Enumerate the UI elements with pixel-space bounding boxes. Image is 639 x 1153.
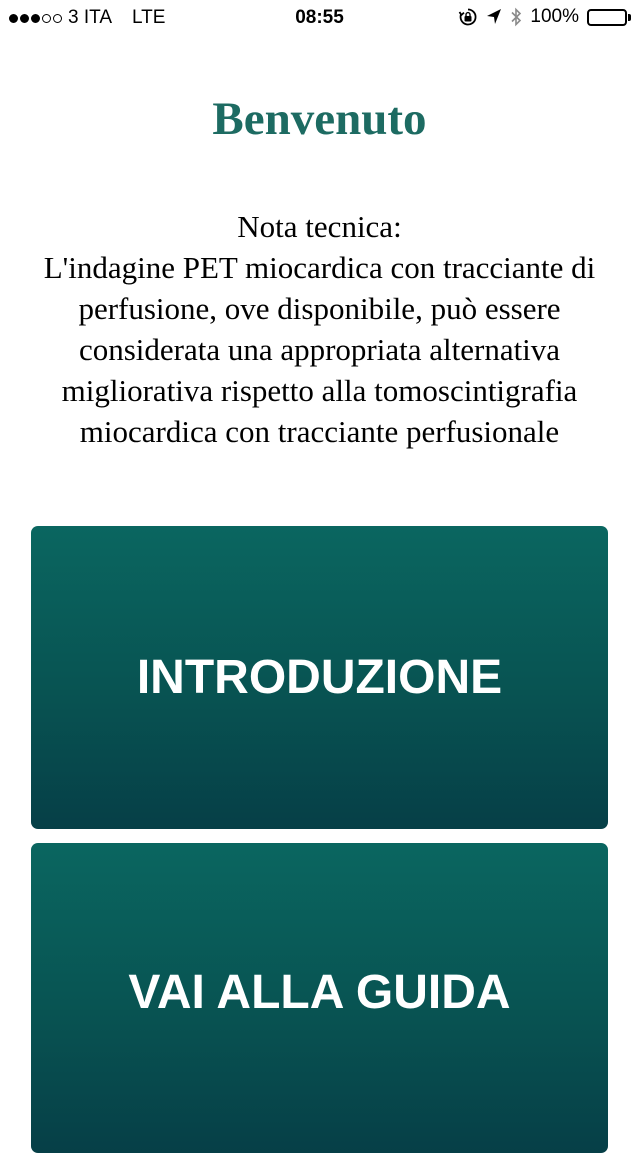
battery-percentage: 100% — [530, 6, 579, 27]
status-time: 08:55 — [295, 7, 344, 28]
location-arrow-icon — [486, 8, 502, 26]
battery-icon — [587, 9, 631, 26]
note-line: L'indagine PET miocardica con tracciante di — [43, 250, 596, 285]
note-line: considerata una appropriata alternativa — [78, 332, 561, 367]
note-heading: Nota tecnica: — [237, 209, 402, 244]
bluetooth-icon — [510, 7, 522, 27]
go-to-guide-button-label: VAI ALLA GUIDA — [128, 965, 511, 1019]
orientation-lock-icon — [458, 7, 478, 27]
carrier-name: 3 ITA — [68, 7, 112, 28]
introduction-button-label: INTRODUZIONE — [136, 651, 503, 704]
technical-note — [10, 206, 629, 452]
note-line: miocardica con tracciante perfusionale — [79, 414, 560, 449]
page-title: Benvenuto — [212, 93, 427, 145]
status-bar — [0, 0, 639, 36]
status-right — [458, 6, 631, 28]
note-line: migliorativa rispetto alla tomoscintigrafia — [61, 373, 578, 408]
go-to-guide-button[interactable] — [31, 843, 608, 1153]
network-type: LTE — [132, 7, 166, 28]
note-line: perfusione, ove disponibile, può essere — [78, 291, 561, 326]
introduction-button[interactable] — [31, 526, 608, 829]
